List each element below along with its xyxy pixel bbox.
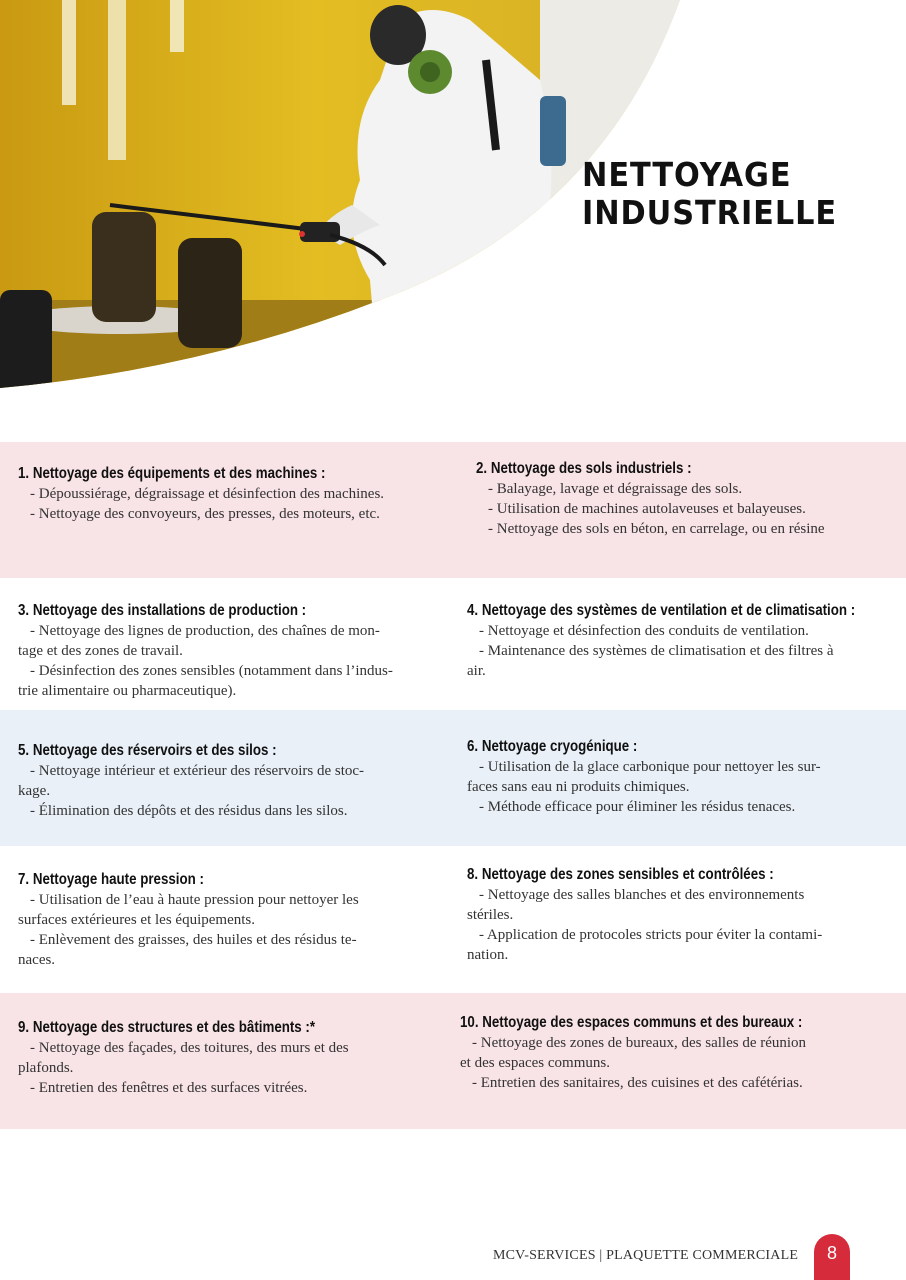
section-line: - Dépoussiérage, dégraissage et désinfection des machines. [30, 486, 385, 502]
section-2 [476, 459, 896, 539]
page-number-badge: 8 [814, 1234, 850, 1280]
section-line: et des espaces communs. [460, 1055, 610, 1071]
section-6 [467, 737, 887, 817]
section-line: - Utilisation de machines autolaveuses et balayeuses. [488, 501, 806, 517]
section-line: - Nettoyage intérieur et extérieur des réservoirs de stoc- [30, 763, 365, 779]
footer-text: MCV-SERVICES | PLAQUETTE COMMERCIALE [493, 1248, 799, 1263]
section-line: - Nettoyage et désinfection des conduits de ventilation. [479, 623, 809, 639]
page-title-line-1: NETTOYAGE [582, 155, 792, 194]
section-line: - Application de protocoles stricts pour éviter la contami- [479, 927, 823, 943]
section-title: 10. Nettoyage des espaces communs et des bureaux : [460, 1014, 803, 1031]
section-4 [467, 601, 887, 681]
section-line: - Désinfection des zones sensibles (notamment dans l’indus- [30, 663, 393, 679]
section-line: - Balayage, lavage et dégraissage des sols. [488, 481, 743, 497]
section-title: 8. Nettoyage des zones sensibles et contrôlées : [467, 866, 774, 883]
section-line: kage. [18, 783, 51, 799]
section-line: - Utilisation de l’eau à haute pression pour nettoyer les [30, 892, 359, 908]
section-line: - Maintenance des systèmes de climatisation et des filtres à [479, 643, 834, 659]
section-line: - Élimination des dépôts et des résidus dans les silos. [30, 803, 348, 819]
page-title-line-2: INDUSTRIELLE [582, 193, 838, 232]
section-title: 6. Nettoyage cryogénique : [467, 738, 638, 755]
section-line: - Nettoyage des lignes de production, des chaînes de mon- [30, 623, 380, 639]
section-title: 2. Nettoyage des sols industriels : [476, 460, 692, 477]
section-line: - Entretien des fenêtres et des surfaces vitrées. [30, 1080, 308, 1096]
section-3 [18, 601, 438, 701]
section-line: - Nettoyage des salles blanches et des environnements [479, 887, 805, 903]
section-line: tage et des zones de travail. [18, 643, 183, 659]
section-line: plafonds. [18, 1060, 74, 1076]
section-line: - Nettoyage des sols en béton, en carrelage, ou en résine [488, 521, 825, 537]
section-8 [467, 865, 887, 965]
section-line: - Nettoyage des zones de bureaux, des salles de réunion [472, 1035, 807, 1051]
section-title: 1. Nettoyage des équipements et des machines : [18, 465, 326, 482]
section-line: - Enlèvement des graisses, des huiles et des résidus te- [30, 932, 357, 948]
section-10 [460, 1013, 880, 1093]
section-5 [18, 741, 438, 821]
section-title: 3. Nettoyage des installations de production : [18, 602, 307, 619]
section-line: trie alimentaire ou pharmaceutique). [18, 683, 237, 699]
section-title: 9. Nettoyage des structures et des bâtiments :* [18, 1019, 316, 1036]
section-title: 7. Nettoyage haute pression : [18, 871, 204, 888]
page-title [582, 156, 837, 232]
section-line: - Méthode efficace pour éliminer les résidus tenaces. [479, 799, 796, 815]
section-line: - Utilisation de la glace carbonique pour nettoyer les sur- [479, 759, 821, 775]
section-line: surfaces extérieures et les équipements. [18, 912, 255, 928]
section-title: 4. Nettoyage des systèmes de ventilation et de climatisation : [467, 602, 856, 619]
section-title: 5. Nettoyage des réservoirs et des silos : [18, 742, 277, 759]
section-line: - Nettoyage des convoyeurs, des presses, des moteurs, etc. [30, 506, 380, 522]
section-line: - Entretien des sanitaires, des cuisines et des cafétérias. [472, 1075, 803, 1091]
section-line: naces. [18, 952, 56, 968]
section-line: nation. [467, 947, 509, 963]
section-line: air. [467, 663, 486, 679]
section-9 [18, 1018, 438, 1098]
section-line: faces sans eau ni produits chimiques. [467, 779, 690, 795]
section-line: - Nettoyage des façades, des toitures, des murs et des [30, 1040, 349, 1056]
section-7 [18, 870, 438, 970]
section-1 [18, 464, 438, 524]
section-line: stériles. [467, 907, 514, 923]
